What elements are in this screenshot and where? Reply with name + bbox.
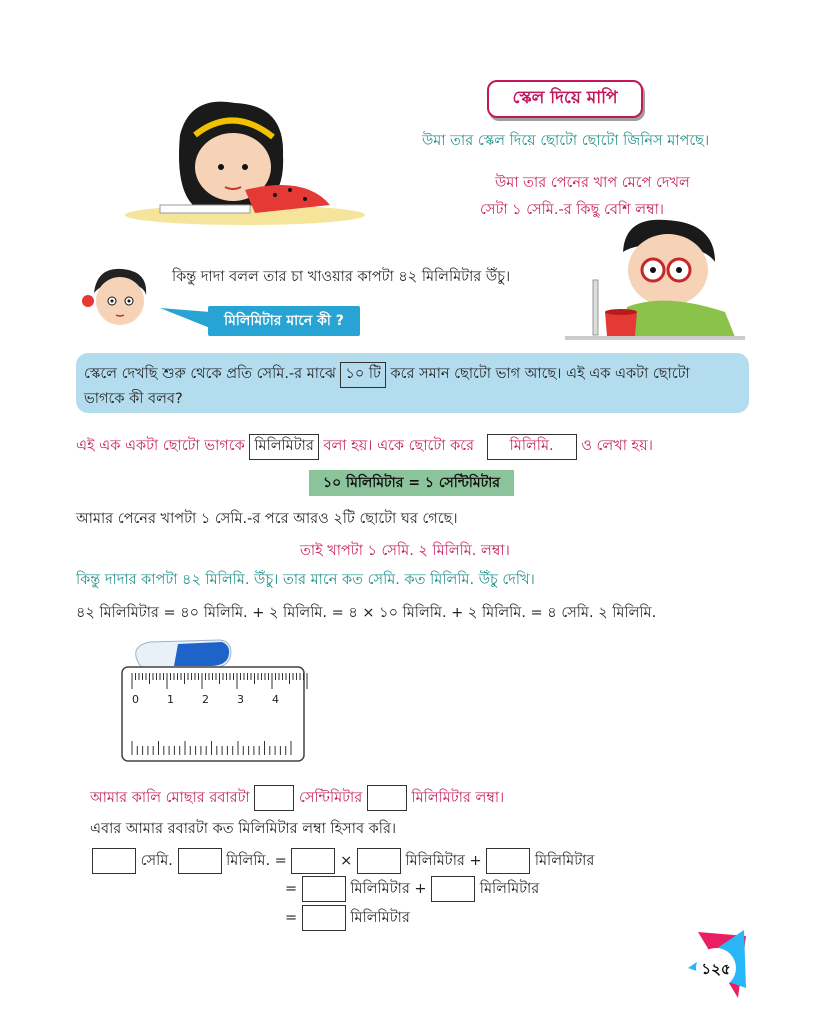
small-girl-illustration xyxy=(82,265,157,330)
callout-pointer xyxy=(160,300,210,330)
ruler-label-0: 0 xyxy=(132,693,139,706)
eq-cm-label: সেমি. xyxy=(140,853,173,869)
eq-equals-2: = xyxy=(285,881,298,897)
page-number-badge xyxy=(680,928,748,1000)
ruler-label-4: 4 xyxy=(272,693,279,706)
intro-line-1: উমা তার স্কেল দিয়ে ছোটো ছোটো জিনিস মাপছে। xyxy=(422,133,710,149)
eq-extra-mm-blank[interactable] xyxy=(486,848,530,874)
eq-equals-3: = xyxy=(285,910,298,926)
eraser-calc-intro: এবার আমার রবারটা কত মিলিমিটার লম্বা হিসাব করি। xyxy=(90,821,397,837)
eq-mm-label: মিলিমি. = xyxy=(226,853,287,869)
eq-times: × xyxy=(340,853,353,869)
equation-row-2 xyxy=(285,876,539,902)
ruler-label-1: 1 xyxy=(167,693,174,706)
band-line-1 xyxy=(84,362,690,388)
definition-text-2: বলা হয়। একে ছোটো করে xyxy=(323,438,475,454)
intro-line-2: উমা তার পেনের খাপ মেপে দেখল xyxy=(495,175,690,191)
pen-cap-text: আমার পেনের খাপটা ১ সেমি.-র পরে আরও ২টি ছোটো ঘর গেছে। xyxy=(76,511,458,527)
eraser-line xyxy=(90,785,504,811)
boxed-mm-abbrev: মিলিমি. xyxy=(487,434,577,460)
calculation-text: ৪২ মিলিমিটার = ৪০ মিলিমি. + ২ মিলিমি. = ৪ × ১০ মিলিমি. + ২ মিলিমি. = ৪ সেমি. ২ মিলিমি. xyxy=(76,605,657,621)
eq-mm-blank[interactable] xyxy=(178,848,222,874)
eq2-second-blank[interactable] xyxy=(431,876,475,902)
ruler-label-3: 3 xyxy=(237,693,244,706)
girl-measuring-illustration xyxy=(125,95,375,230)
eq2-mm-plus: মিলিমিটার + xyxy=(350,881,427,897)
intro-line-3: সেটা ১ সেমি.-র কিছু বেশি লম্বা। xyxy=(480,202,664,218)
boy-with-cup-illustration xyxy=(565,212,745,347)
equation-row-1 xyxy=(92,848,594,874)
eq-ten-blank[interactable] xyxy=(357,848,401,874)
pen-result-text: তাই খাপটা ১ সেমি. ২ মিলিমি. লম্বা। xyxy=(300,543,510,559)
eq-mm-unit: মিলিমিটার xyxy=(534,853,595,869)
eq3-mm-unit: মিলিমিটার xyxy=(350,910,410,926)
cup-question-text: কিন্তু দাদার কাপটা ৪২ মিলিমি. উঁচু। তার মানে কত সেমি. কত মিলিমি. উঁচু দেখি। xyxy=(76,572,535,588)
eraser-mm-blank[interactable] xyxy=(367,785,407,811)
eq-factor-blank[interactable] xyxy=(291,848,335,874)
page-title: স্কেল দিয়ে মাপি xyxy=(487,80,643,118)
eq2-first-blank[interactable] xyxy=(302,876,346,902)
eq-mm-plus: মিলিমিটার + xyxy=(405,853,482,869)
definition-line xyxy=(76,434,653,460)
eraser-text-3: মিলিমিটার লম্বা। xyxy=(411,790,505,806)
equation-row-3 xyxy=(285,905,410,931)
equivalence-label: ১০ মিলিমিটার = ১ সেন্টিমিটার xyxy=(309,470,514,496)
definition-text-3: ও লেখা হয়। xyxy=(581,438,653,454)
eraser-cm-blank[interactable] xyxy=(254,785,294,811)
band-text-2: করে সমান ছোটো ভাগ আছে। এই এক একটা ছোটো xyxy=(390,366,690,382)
ruler-illustration xyxy=(118,663,308,765)
eraser-text-1: আমার কালি মোছার রবারটা xyxy=(90,790,250,806)
boxed-ten-parts: ১০ টি xyxy=(340,362,386,388)
boxed-millimeter: মিলিমিটার xyxy=(249,434,318,460)
definition-text-1: এই এক একটা ছোটো ভাগকে xyxy=(76,438,245,454)
eraser-text-2: সেন্টিমিটার xyxy=(298,790,363,806)
eq3-total-blank[interactable] xyxy=(302,905,346,931)
eq2-mm-unit: মিলিমিটার xyxy=(479,881,540,897)
page-number: ১২৫ xyxy=(701,960,731,978)
ruler-label-2: 2 xyxy=(202,693,209,706)
question-bubble: মিলিমিটার মানে কী ? xyxy=(208,306,360,336)
band-text-1: স্কেলে দেখছি শুরু থেকে প্রতি সেমি.-র মাঝে xyxy=(84,366,336,382)
band-line-2: ভাগকে কী বলব? xyxy=(84,391,183,407)
eq-cm-blank[interactable] xyxy=(92,848,136,874)
dada-cup-text: কিন্তু দাদা বলল তার চা খাওয়ার কাপটা ৪২ মিলিমিটার উঁচু। xyxy=(172,269,511,285)
